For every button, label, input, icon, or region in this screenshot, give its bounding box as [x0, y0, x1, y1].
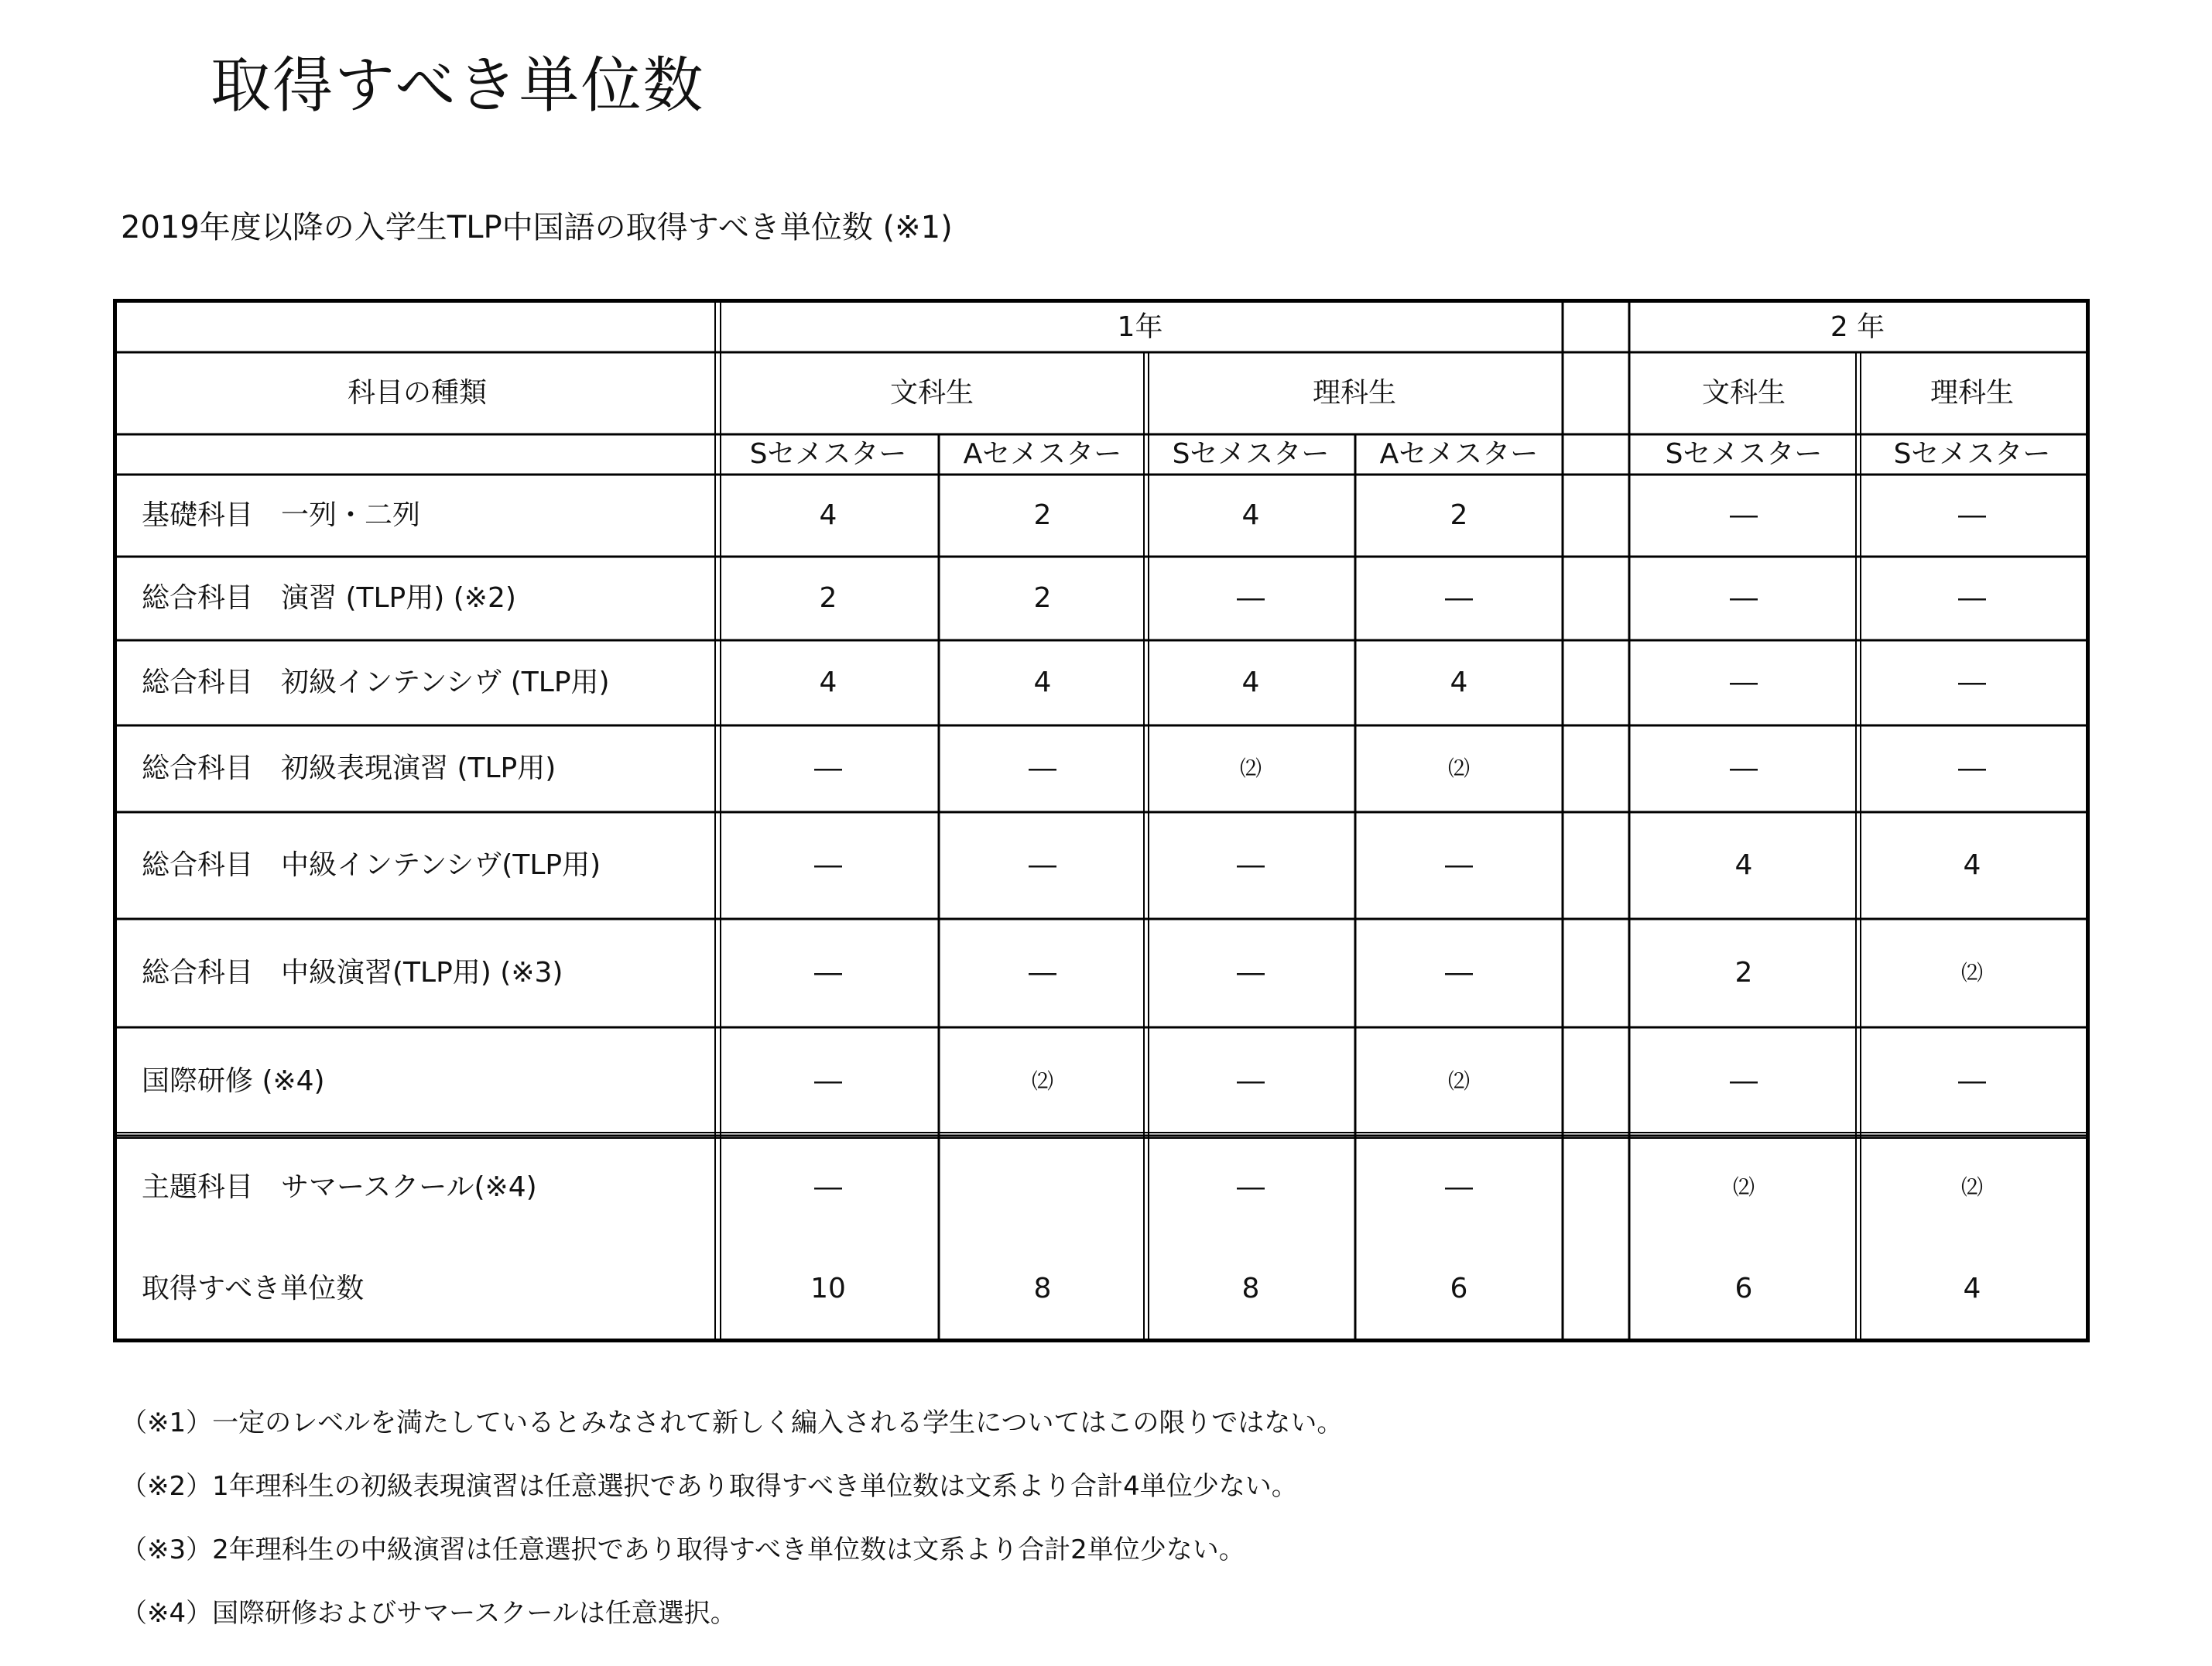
table-cell: ― — [1445, 849, 1473, 882]
table-cell: ⑵ — [1239, 756, 1262, 782]
table-cell: ― — [814, 1065, 842, 1098]
table-cell: 4 — [1734, 849, 1753, 882]
row-label: 総合科目 演習 (TLP用) (※2) — [142, 582, 516, 615]
table-cell: ― — [1445, 957, 1473, 989]
semester-header: Sセメスター — [1172, 438, 1330, 471]
table-cell: ― — [1730, 582, 1758, 615]
total-row-label: 取得すべき単位数 — [142, 1273, 365, 1305]
table-cell: ― — [1445, 1171, 1473, 1204]
footnote-1: （※1）一定のレベルを満たしているとみなされて新しく編入される学生についてはこの限りではない。 — [121, 1407, 1344, 1438]
group-header: 理科生 — [1312, 377, 1396, 410]
table-cell: 4 — [1963, 849, 1981, 882]
table-cell: ― — [1958, 1065, 1986, 1098]
table-cell: ⑵ — [1031, 1068, 1053, 1095]
table-cell: ⑵ — [1447, 756, 1470, 782]
table-cell: ― — [1237, 849, 1265, 882]
table-cell: ― — [1237, 1171, 1265, 1204]
total-cell: 4 — [1963, 1273, 1981, 1305]
table-cell: ― — [1029, 957, 1056, 989]
table-cell: 2 — [819, 582, 837, 615]
row-label: 主題科目 サマースクール(※4) — [142, 1171, 537, 1204]
table-cell: ― — [1958, 667, 1986, 699]
footnote-2: （※2）1年理科生の初級表現演習は任意選択であり取得すべき単位数は文系より合計4単位少ない。 — [121, 1471, 1298, 1502]
table-cell: ― — [814, 1171, 842, 1204]
table-cell: ― — [1730, 1065, 1758, 1098]
table-cell: ― — [1730, 667, 1758, 699]
table-cell: ― — [1237, 957, 1265, 989]
table-cell: ⑵ — [1960, 1174, 1983, 1201]
group-header: 理科生 — [1930, 377, 2014, 410]
footnotes — [121, 1407, 2056, 1661]
group-header: 文科生 — [1701, 377, 1786, 410]
group-header: 文科生 — [889, 377, 974, 410]
total-cell: 10 — [810, 1273, 846, 1305]
table-cell: 2 — [1450, 499, 1468, 532]
table-cell: ⑵ — [1960, 960, 1983, 986]
row-label: 基礎科目 一列・二列 — [142, 499, 421, 532]
table-cell: ― — [1958, 752, 1986, 785]
table-cell: ― — [1237, 1065, 1265, 1098]
total-cell: 6 — [1450, 1273, 1468, 1305]
table-cell: ― — [1029, 849, 1056, 882]
row-label: 総合科目 中級演習(TLP用) (※3) — [142, 957, 563, 989]
table-cell: ― — [1958, 582, 1986, 615]
table-cell: ⑵ — [1732, 1174, 1755, 1201]
table-cell: 4 — [1241, 499, 1260, 532]
total-cell: 6 — [1734, 1273, 1753, 1305]
year-header-2: 2 年 — [1830, 311, 1885, 344]
table-cell: 4 — [1033, 667, 1052, 699]
semester-header: Sセメスター — [1893, 438, 2051, 471]
table-cell: 2 — [1033, 582, 1052, 615]
page-title: 取得すべき単位数 — [211, 51, 705, 121]
row-header-label: 科目の種類 — [347, 377, 487, 410]
table-cell: 2 — [1734, 957, 1753, 989]
row-label: 総合科目 中級インテンシヴ(TLP用) — [142, 849, 601, 882]
table-cell: ― — [1029, 752, 1056, 785]
table-cell: 4 — [1450, 667, 1468, 699]
row-label: 国際研修 (※4) — [142, 1065, 325, 1098]
table-caption: 2019年度以降の入学生TLP中国語の取得すべき単位数 (※1) — [121, 210, 953, 245]
footnote-3: （※3）2年理科生の中級演習は任意選択であり取得すべき単位数は文系より合計2単位少ない。 — [121, 1534, 1245, 1565]
total-cell: 8 — [1033, 1273, 1052, 1305]
semester-header: Aセメスター — [963, 438, 1122, 471]
semester-header: Sセメスター — [749, 438, 907, 471]
total-cell: 8 — [1241, 1273, 1260, 1305]
table-cell: 2 — [1033, 499, 1052, 532]
table-cell: ― — [1445, 582, 1473, 615]
credits-table — [113, 299, 2090, 1342]
table-cell: 4 — [1241, 667, 1260, 699]
table-cell: ⑵ — [1447, 1068, 1470, 1095]
footnote-4: （※4）国際研修およびサマースクールは任意選択。 — [121, 1598, 737, 1629]
semester-header: Sセメスター — [1665, 438, 1823, 471]
table-cell: 4 — [819, 499, 837, 532]
table-cell: ― — [1237, 582, 1265, 615]
semester-header: Aセメスター — [1379, 438, 1539, 471]
table-cell: ― — [1958, 499, 1986, 532]
table-cell: ― — [1730, 752, 1758, 785]
table-cell — [939, 1136, 1146, 1239]
table-cell: ― — [814, 957, 842, 989]
year-header-1: 1年 — [1117, 311, 1163, 344]
row-label: 総合科目 初級インテンシヴ (TLP用) — [142, 667, 610, 699]
table-cell: ― — [814, 849, 842, 882]
table-cell: ― — [814, 752, 842, 785]
row-label: 総合科目 初級表現演習 (TLP用) — [142, 752, 556, 785]
table-cell: ― — [1730, 499, 1758, 532]
table-cell: 4 — [819, 667, 837, 699]
